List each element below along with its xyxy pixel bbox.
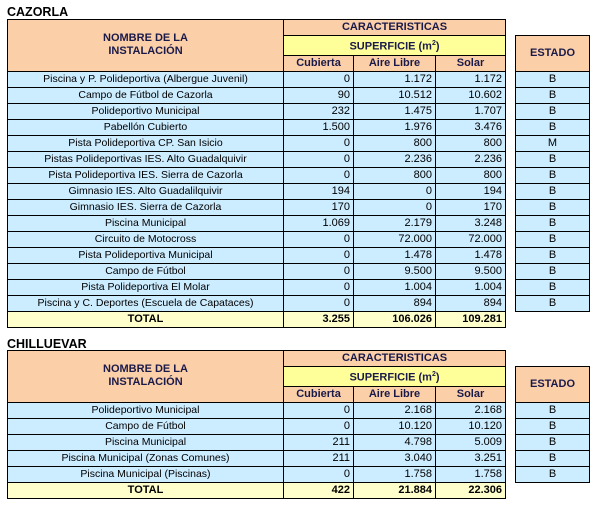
covered-value: 0 [284, 418, 354, 434]
plot-value: 3.248 [436, 215, 506, 231]
covered-value: 0 [284, 279, 354, 295]
spacer-cell [506, 466, 516, 482]
spacer-cell [506, 151, 516, 167]
facility-name: Piscina Municipal (Piscinas) [8, 466, 284, 482]
covered-value: 1.500 [284, 119, 354, 135]
open-air-value: 10.120 [354, 418, 436, 434]
table-row [8, 151, 590, 167]
installation-name-header [8, 351, 284, 403]
open-air-value: 72.000 [354, 231, 436, 247]
status-value: B [516, 87, 590, 103]
surface-header-text: SUPERFICIE (m [349, 371, 432, 384]
installation-name-header-text: NOMBRE DE LA INSTALACIÓN [103, 32, 188, 58]
total-row [8, 482, 590, 498]
status-value: B [516, 295, 590, 311]
spacer-cell [506, 103, 516, 119]
spacer-cell [506, 119, 516, 135]
status-value: B [516, 450, 590, 466]
status-value: B [516, 418, 590, 434]
facility-name: Gimnasio IES. Sierra de Cazorla [8, 199, 284, 215]
open-air-value: 2.236 [354, 151, 436, 167]
facility-name: Pista Polideportiva El Molar [8, 279, 284, 295]
facility-name: Pabellón Cubierto [8, 119, 284, 135]
open-air-value: 1.976 [354, 119, 436, 135]
plot-value: 1.758 [436, 466, 506, 482]
covered-value: 0 [284, 71, 354, 87]
spacer-cell [506, 351, 516, 403]
status-value: B [516, 231, 590, 247]
table-row [8, 247, 590, 263]
covered-value: 0 [284, 135, 354, 151]
spacer-cell [506, 482, 516, 498]
table-row [8, 71, 590, 87]
plot-value: 10.120 [436, 418, 506, 434]
section-title: CAZORLA [7, 5, 69, 19]
total-covered: 422 [284, 482, 354, 498]
status-value: B [516, 402, 590, 418]
status-header: ESTADO [516, 36, 590, 72]
facility-name: Piscina y C. Deportes (Escuela de Capataces) [8, 295, 284, 311]
spacer-cell [506, 199, 516, 215]
spacer-cell [506, 295, 516, 311]
status-value: B [516, 103, 590, 119]
total-plot: 109.281 [436, 311, 506, 327]
status-value: B [516, 167, 590, 183]
spacer-cell [506, 279, 516, 295]
plot-value: 3.476 [436, 119, 506, 135]
facility-name: Polideportivo Municipal [8, 103, 284, 119]
open-air-value: 1.172 [354, 71, 436, 87]
covered-value: 0 [284, 231, 354, 247]
status-value: B [516, 247, 590, 263]
facility-name: Polideportivo Municipal [8, 402, 284, 418]
surface-header-superscript: 2 [431, 371, 436, 378]
plot-value: 3.251 [436, 450, 506, 466]
spacer-cell [506, 167, 516, 183]
open-air-value: 4.798 [354, 434, 436, 450]
spacer-cell [506, 231, 516, 247]
status-value: B [516, 466, 590, 482]
spacer-cell [516, 482, 590, 498]
covered-value: 0 [284, 466, 354, 482]
total-plot: 22.306 [436, 482, 506, 498]
facility-name: Campo de Fútbol [8, 418, 284, 434]
open-air-value: 0 [354, 183, 436, 199]
spacer-cell [506, 87, 516, 103]
status-value: M [516, 135, 590, 151]
status-value: B [516, 119, 590, 135]
plot-value: 2.236 [436, 151, 506, 167]
plot-value: 894 [436, 295, 506, 311]
open-air-value: 1.758 [354, 466, 436, 482]
covered-value: 0 [284, 151, 354, 167]
plot-header: Solar [436, 55, 506, 71]
spacer-cell [506, 311, 516, 327]
total-open-air: 21.884 [354, 482, 436, 498]
plot-value: 1.707 [436, 103, 506, 119]
total-label: TOTAL [8, 311, 284, 327]
characteristics-header: CARACTERISTICAS [284, 351, 506, 367]
surface-header [284, 367, 506, 387]
open-air-value: 2.168 [354, 402, 436, 418]
table-row [8, 215, 590, 231]
table-row [8, 199, 590, 215]
spacer-cell [506, 135, 516, 151]
table-row [8, 135, 590, 151]
spacer-cell [516, 20, 590, 36]
surface-header-text: SUPERFICIE (m [349, 40, 432, 53]
status-value: B [516, 279, 590, 295]
section-title: CHILLUEVAR [7, 337, 87, 351]
covered-value: 90 [284, 87, 354, 103]
table-row [8, 295, 590, 311]
facility-name: Pistas Polideportivas IES. Alto Guadalquivir [8, 151, 284, 167]
open-air-value: 10.512 [354, 87, 436, 103]
table-row [8, 119, 590, 135]
plot-value: 5.009 [436, 434, 506, 450]
characteristics-header: CARACTERISTICAS [284, 20, 506, 36]
spacer-cell [516, 311, 590, 327]
spacer-cell [506, 263, 516, 279]
total-open-air: 106.026 [354, 311, 436, 327]
open-air-value: 9.500 [354, 263, 436, 279]
plot-header: Solar [436, 386, 506, 402]
open-air-value: 1.475 [354, 103, 436, 119]
spacer-cell [506, 402, 516, 418]
covered-value: 0 [284, 295, 354, 311]
surface-header [284, 36, 506, 56]
spacer-cell [506, 183, 516, 199]
spacer-cell [506, 450, 516, 466]
total-covered: 3.255 [284, 311, 354, 327]
table-row [8, 466, 590, 482]
header-row [8, 20, 590, 36]
open-air-value: 3.040 [354, 450, 436, 466]
status-value: B [516, 151, 590, 167]
open-air-value: 800 [354, 135, 436, 151]
covered-header: Cubierta [284, 386, 354, 402]
facility-name: Piscina Municipal [8, 434, 284, 450]
plot-value: 10.602 [436, 87, 506, 103]
covered-value: 0 [284, 167, 354, 183]
table-row [8, 167, 590, 183]
table-row [8, 183, 590, 199]
plot-value: 170 [436, 199, 506, 215]
facility-name: Circuito de Motocross [8, 231, 284, 247]
open-air-value: 1.478 [354, 247, 436, 263]
facility-name: Piscina y P. Polideportiva (Albergue Juvenil) [8, 71, 284, 87]
open-air-header: Aire Libre [354, 386, 436, 402]
status-value: B [516, 71, 590, 87]
spacer-cell [506, 71, 516, 87]
plot-value: 9.500 [436, 263, 506, 279]
facility-name: Pista Polideportiva IES. Sierra de Cazorla [8, 167, 284, 183]
open-air-value: 0 [354, 199, 436, 215]
open-air-value: 2.179 [354, 215, 436, 231]
facilities-table [7, 350, 590, 499]
surface-header-close: ) [435, 371, 440, 384]
plot-value: 1.004 [436, 279, 506, 295]
facilities-table [7, 19, 590, 328]
open-air-value: 1.004 [354, 279, 436, 295]
facility-name: Campo de Fútbol de Cazorla [8, 87, 284, 103]
plot-value: 800 [436, 167, 506, 183]
spacer-cell [506, 20, 516, 72]
covered-value: 0 [284, 402, 354, 418]
covered-value: 0 [284, 247, 354, 263]
installation-name-header-text: NOMBRE DE LA INSTALACIÓN [103, 363, 188, 389]
open-air-header: Aire Libre [354, 55, 436, 71]
table-row [8, 263, 590, 279]
status-value: B [516, 263, 590, 279]
facility-name: Pista Polideportiva Municipal [8, 247, 284, 263]
covered-value: 0 [284, 263, 354, 279]
plot-value: 2.168 [436, 402, 506, 418]
table-row [8, 231, 590, 247]
facility-name: Campo de Fútbol [8, 263, 284, 279]
open-air-value: 894 [354, 295, 436, 311]
plot-value: 800 [436, 135, 506, 151]
covered-value: 1.069 [284, 215, 354, 231]
covered-header: Cubierta [284, 55, 354, 71]
spacer-cell [506, 247, 516, 263]
installation-name-header [8, 20, 284, 72]
spacer-cell [506, 418, 516, 434]
facility-name: Piscina Municipal (Zonas Comunes) [8, 450, 284, 466]
covered-value: 194 [284, 183, 354, 199]
facility-name: Piscina Municipal [8, 215, 284, 231]
header-row [8, 351, 590, 367]
status-value: B [516, 183, 590, 199]
covered-value: 232 [284, 103, 354, 119]
open-air-value: 800 [354, 167, 436, 183]
table-row [8, 450, 590, 466]
status-header: ESTADO [516, 367, 590, 403]
surface-header-superscript: 2 [431, 40, 436, 47]
total-label: TOTAL [8, 482, 284, 498]
covered-value: 211 [284, 434, 354, 450]
table-row [8, 279, 590, 295]
status-value: B [516, 215, 590, 231]
spacer-cell [516, 351, 590, 367]
status-value: B [516, 434, 590, 450]
status-value: B [516, 199, 590, 215]
facility-name: Gimnasio IES. Alto Guadalilquivir [8, 183, 284, 199]
plot-value: 194 [436, 183, 506, 199]
table-row [8, 418, 590, 434]
table-row [8, 103, 590, 119]
table-row [8, 402, 590, 418]
plot-value: 1.478 [436, 247, 506, 263]
total-row [8, 311, 590, 327]
facility-name: Pista Polideportiva CP. San Isicio [8, 135, 284, 151]
plot-value: 1.172 [436, 71, 506, 87]
spacer-cell [506, 215, 516, 231]
surface-header-close: ) [435, 40, 440, 53]
plot-value: 72.000 [436, 231, 506, 247]
table-row [8, 87, 590, 103]
covered-value: 211 [284, 450, 354, 466]
covered-value: 170 [284, 199, 354, 215]
table-row [8, 434, 590, 450]
spacer-cell [506, 434, 516, 450]
